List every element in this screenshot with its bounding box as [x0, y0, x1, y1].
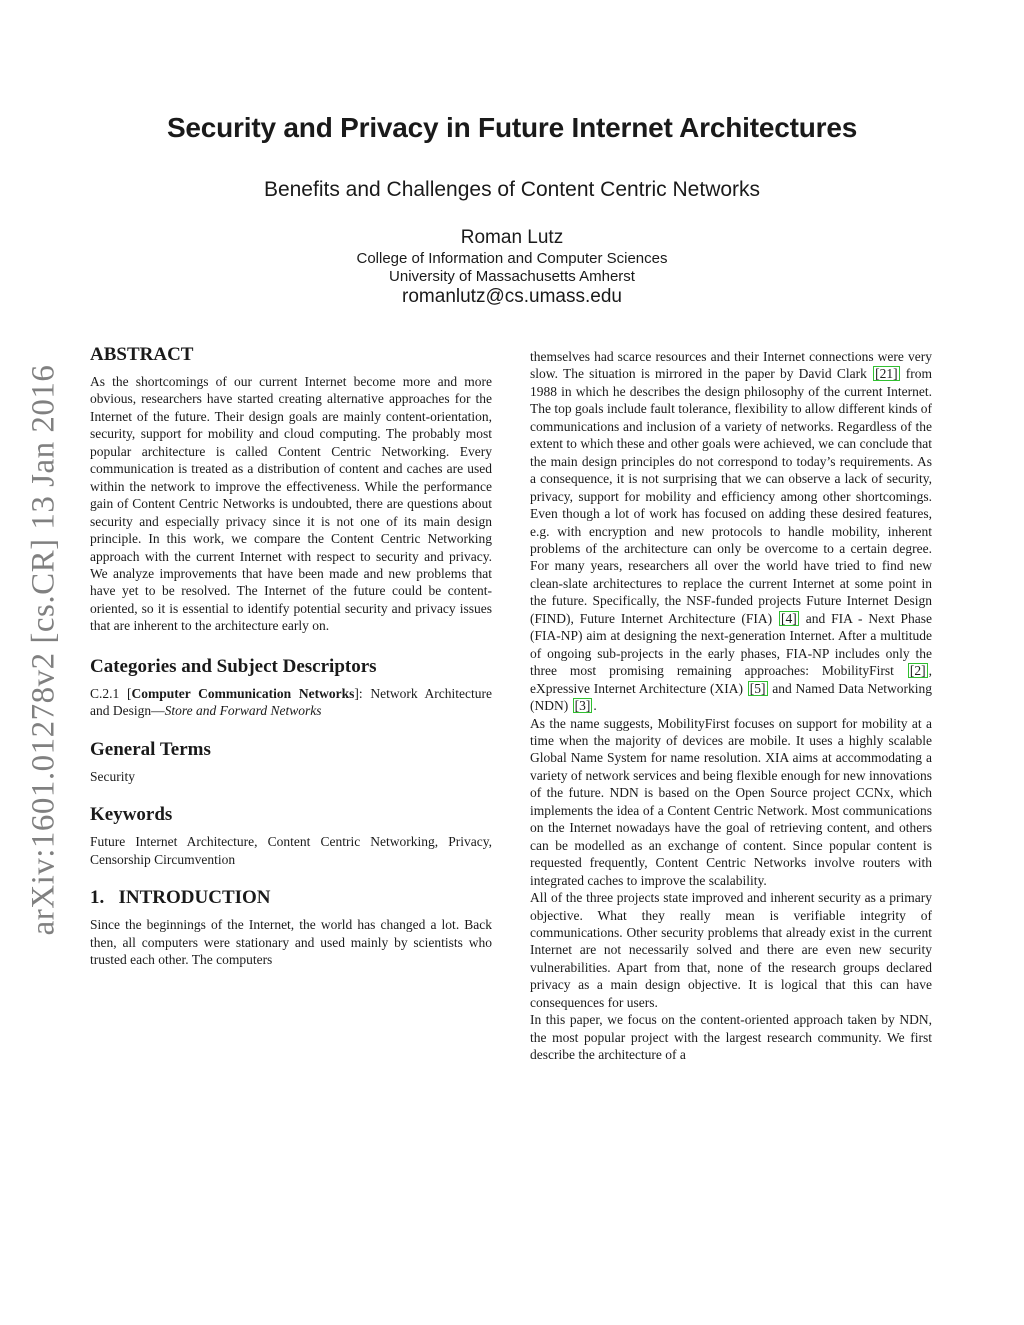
author-block: [0, 226, 1024, 308]
citation-21[interactable]: [21]: [875, 366, 898, 382]
author-email[interactable]: romanlutz@cs.umass.edu: [402, 286, 622, 307]
author-name: Roman Lutz: [460, 227, 564, 248]
categories-heading: Categories and Subject Descriptors: [90, 655, 377, 677]
intro-p1-part-d: , eXpressive Internet Architecture (XIA): [530, 663, 933, 696]
intro-p1-part-c: and FIA - Next Phase (FIA-NP) aim at designing the next-generation Internet. After a multitude of ongoing sub-projects in the early phases, FIA-NP includes only the three most promising remaining approaches: MobilityFirst: [530, 610, 933, 679]
right-column: [530, 348, 932, 1064]
arxiv-identifier-stamp: arXiv:1601.01278v2 [cs.CR] 13 Jan 2016: [25, 364, 62, 936]
general-terms-text: Security: [90, 768, 135, 784]
general-terms-section: [90, 738, 492, 785]
left-column: [90, 343, 492, 968]
introduction-section: [90, 886, 492, 968]
categories-text: [90, 685, 492, 720]
abstract-heading: ABSTRACT: [90, 344, 194, 365]
citation-4[interactable]: [4]: [781, 610, 797, 626]
category-italic-term: Store and Forward Networks: [164, 703, 322, 719]
paper-title: Security and Privacy in Future Internet Architectures: [166, 112, 858, 143]
affiliation-college: College of Information and Computer Sciences: [356, 250, 668, 267]
intro-paragraph-1: [530, 348, 932, 715]
citation-2[interactable]: [2]: [909, 663, 926, 679]
intro-p1-part-a: themselves had scarce resources and their Internet connections were very slow. The situation is mirrored in the paper by David Clark: [530, 349, 932, 382]
general-terms-heading: General Terms: [90, 738, 211, 760]
citation-5[interactable]: [5]: [749, 680, 766, 696]
category-bold-term: Computer Communication Networks: [131, 685, 355, 701]
keywords-heading: Keywords: [90, 804, 173, 826]
abstract-text: As the shortcomings of our current Internet become more and more obvious, researchers have started creating alternative approaches for the Internet of the future. Their design goals are mainly content-orientation, security, support for mobility and cloud computing. The probably most popular architecture is called Content Centric Networking. Every communication is treated as a distribution of content and caches are used within the network to improve the effectiveness. While the performance gain of Content Centric Networks is undoubted, there are questions about security and especially privacy since it is not one of its main design principle. In this work, we compare the Content Centric Networking approach with the current Internet with respect to security and privacy. We analyze improvements that have been made and new problems that have yet to be resolved. The Internet of the future could be content-oriented, so it is essential to identify potential security and privacy issues that are inherent to the architecture early on.: [90, 374, 492, 634]
affiliation-university: University of Massachusetts Amherst: [389, 268, 635, 285]
introduction-heading: 1. INTRODUCTION: [90, 887, 271, 909]
category-rest: ]: Network Architecture and Design—: [90, 685, 493, 719]
categories-section: [90, 655, 492, 720]
intro-paragraph-4: In this paper, we focus on the content-oriented approach taken by NDN, the most popular project with the largest research community. We first describe the architecture of a: [530, 1012, 932, 1063]
intro-p1-part-e: and Named Data Networking (NDN): [530, 680, 933, 714]
intro-paragraph-3: All of the three projects state improved and inherent security as a primary objective. What they really mean is verifiable integrity of communications. Other security problems that already exist in the current Internet are not necessarily solved and there are even new security vulnerabilities. Apart from that, none of the research groups declared privacy as a main design objective. It is logical that this can have consequences for users.: [530, 890, 932, 1010]
citation-3[interactable]: [3]: [574, 698, 591, 714]
keywords-text: Future Internet Architecture, Content Centric Networking, Privacy, Censorship Circumvention: [90, 834, 492, 867]
intro-p1-part-b: from 1988 in which he describes the design philosophy of the current Internet. The top goals include fault tolerance, flexibility to allow different kinds of communications and inclusion of a variety of networks. Regardless of the extent to which these and other goals were achieved, we can conclude that the main design principles do not correspond to today’s requirements. As a consequence, it is not surprising that we can observe a lack of security, privacy, support for mobility and efficiency among other shortcomings. Even though a lot of work has focused on adding these desired features, e.g. with encryption and new protocols to handle mobility, inherent problems of the architecture can only be overcome to a certain degree. For many years, researchers all over the world have tried to find new clean-slate architectures to replace the current Internet at some point in the future. Specifically, the NSF-funded projects Future Internet Design (FIND), Future Internet Architecture (FIA): [530, 366, 933, 626]
introduction-left-text: Since the beginnings of the Internet, the world has changed a lot. Back then, all computers were stationary and used mainly by scientists who trusted each other. The computers: [90, 917, 492, 967]
intro-paragraph-2: As the name suggests, MobilityFirst focuses on support for mobility at a time when the majority of devices are mobile. It uses a highly scalable Global Name System for name resolution. XIA aims at accommodating a variety of network services and being flexible enough for new innovations of the future. NDN is based on the Open Source project CCNx, which implements the idea of a Content Centric Network. Most communications on the Internet nowadays have the goal of retrieving content, and others can be modelled as an exchange of content. Since popular content is requested frequently, Content Centric Networks involve routers with integrated caches to improve the scalability.: [530, 715, 932, 888]
category-code: C.2.1 [: [90, 685, 132, 701]
paper-subtitle: Benefits and Challenges of Content Centric Networks: [263, 178, 761, 201]
keywords-section: [90, 803, 492, 868]
abstract-section: [90, 343, 492, 635]
intro-p1-part-f: .: [593, 698, 597, 714]
